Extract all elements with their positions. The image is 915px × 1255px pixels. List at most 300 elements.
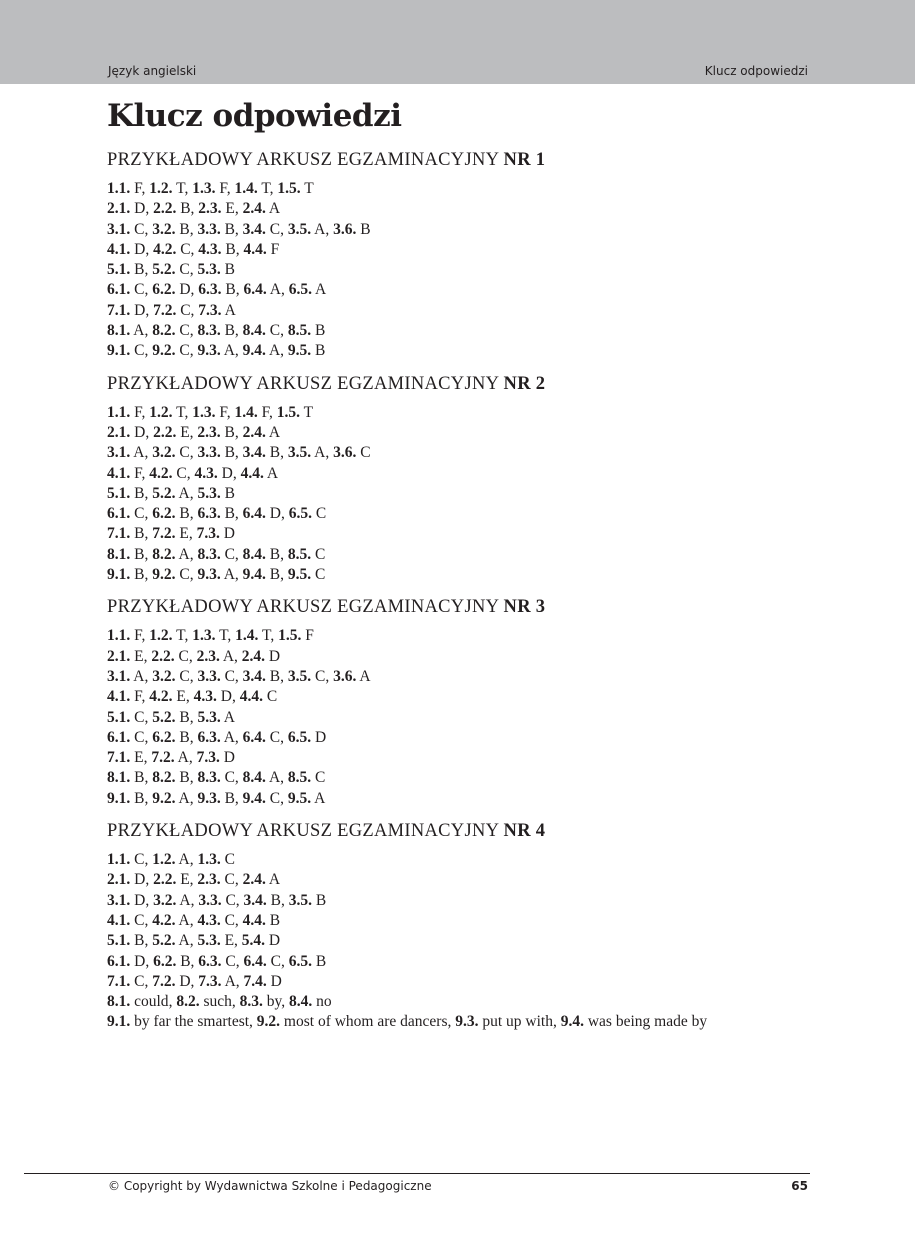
answer-value: C: [134, 342, 145, 360]
answer-value: C: [179, 342, 190, 360]
answer-value: B: [134, 932, 145, 950]
item-number: 7.2.: [152, 972, 176, 990]
item-number: 2.4.: [242, 871, 266, 889]
answer-line: 8.1. B, 8.2. B, 8.3. C, 8.4. A, 8.5. C: [107, 769, 326, 787]
answer-value: D: [223, 749, 235, 767]
section-heading-label: PRZYKŁADOWY ARKUSZ EGZAMINACYJNY: [107, 597, 499, 618]
answer-value: A: [179, 891, 191, 909]
answer-value: B: [224, 261, 235, 279]
item-number: 1.5.: [276, 403, 300, 421]
answer-value: C: [315, 545, 326, 563]
answer-value: B: [134, 525, 145, 543]
answer-value: B: [180, 200, 191, 218]
answer-value: C: [179, 322, 190, 340]
section-heading-label: PRZYKŁADOWY ARKUSZ EGZAMINACYJNY: [107, 821, 499, 842]
answer-value: T: [262, 627, 271, 645]
section-number: NR 2: [503, 373, 546, 394]
page-title: Klucz odpowiedzi: [107, 98, 402, 134]
answer-value: C: [134, 851, 145, 869]
item-number: 8.2.: [152, 545, 176, 563]
answer-line: 1.1. C, 1.2. A, 1.3. C: [107, 851, 235, 869]
answer-value: B: [225, 281, 236, 299]
item-number: 7.1.: [107, 972, 131, 990]
answer-value: B: [180, 952, 191, 970]
item-number: 1.1.: [107, 627, 131, 645]
answer-value: T: [219, 627, 228, 645]
page-number: 65: [791, 1179, 808, 1193]
item-number: 4.4.: [243, 240, 267, 258]
answer-value: C: [269, 789, 281, 807]
answer-value: A: [178, 932, 190, 950]
answer-value: B: [269, 444, 281, 462]
answer-line: 7.1. D, 7.2. C, 7.3. A: [107, 301, 236, 319]
item-number: 3.4.: [242, 220, 266, 238]
item-number: 8.5.: [287, 322, 312, 340]
answer-value: A: [133, 444, 145, 462]
answer-value: C: [179, 444, 190, 462]
answer-value: by: [266, 993, 282, 1011]
answer-value: D: [269, 505, 281, 523]
answer-value: A: [223, 728, 235, 746]
answer-value: A: [178, 545, 190, 563]
answer-value: D: [134, 423, 146, 441]
section-heading-label: PRZYKŁADOWY ARKUSZ EGZAMINACYJNY: [107, 373, 499, 394]
answer-value: B: [224, 423, 235, 441]
item-number: 3.5.: [287, 667, 312, 685]
answer-value: B: [315, 891, 327, 909]
answer-line: 4.1. F, 4.2. C, 4.3. D, 4.4. A: [107, 464, 279, 482]
item-number: 4.4.: [239, 688, 263, 706]
item-number: 8.3.: [197, 322, 221, 340]
answer-value: C: [134, 708, 145, 726]
header-section-title: Klucz odpowiedzi: [704, 64, 808, 78]
answer-value: C: [224, 769, 235, 787]
answer-value: B: [269, 545, 281, 563]
answer-value: C: [179, 261, 190, 279]
item-number: 9.4.: [242, 566, 266, 584]
item-number: 3.4.: [242, 444, 266, 462]
section-number: NR 4: [503, 821, 546, 842]
answer-line: 4.1. F, 4.2. E, 4.3. D, 4.4. C: [107, 688, 278, 706]
item-number: 2.3.: [197, 871, 221, 889]
answer-value: E: [180, 871, 190, 889]
answer-value: C: [315, 505, 327, 523]
answer-value: C: [134, 505, 145, 523]
item-number: 6.4.: [242, 728, 266, 746]
answer-value: B: [134, 789, 145, 807]
answer-value: E: [179, 525, 189, 543]
item-number: 8.1.: [107, 993, 131, 1011]
item-number: 4.1.: [107, 911, 131, 929]
item-number: 1.2.: [152, 851, 176, 869]
section-number: NR 3: [503, 597, 546, 618]
answer-value: A: [269, 281, 281, 299]
item-number: 3.5.: [287, 220, 312, 238]
item-number: 2.2.: [153, 871, 177, 889]
item-number: 1.2.: [149, 403, 173, 421]
answer-value: B: [179, 220, 190, 238]
answer-value: C: [224, 871, 235, 889]
answer-value: T: [176, 180, 185, 197]
answer-value: C: [360, 444, 371, 462]
answer-value: A: [133, 667, 145, 685]
answer-value: F: [134, 627, 142, 645]
answer-value: T: [261, 180, 270, 197]
item-number: 6.3.: [197, 728, 221, 746]
answer-value: B: [179, 769, 190, 787]
answer-section: [107, 374, 867, 586]
answer-value: B: [179, 708, 190, 726]
answer-line: 2.1. D, 2.2. E, 2.3. C, 2.4. A: [107, 871, 281, 889]
item-number: 2.1.: [107, 871, 131, 889]
answer-value: C: [224, 911, 235, 929]
answer-line: 1.1. F, 1.2. T, 1.3. F, 1.4. F, 1.5. T: [107, 403, 314, 421]
answer-line: 2.1. D, 2.2. B, 2.3. E, 2.4. A: [107, 200, 281, 218]
item-number: 4.3.: [198, 240, 222, 258]
answer-value: A: [314, 444, 326, 462]
item-number: 1.5.: [277, 180, 301, 197]
item-number: 2.2.: [153, 423, 177, 441]
answer-line: 7.1. B, 7.2. E, 7.3. D: [107, 525, 235, 543]
item-number: 8.4.: [242, 545, 266, 563]
answer-value: E: [134, 749, 144, 767]
answer-value: D: [134, 301, 146, 319]
answer-line: 9.1. B, 9.2. A, 9.3. B, 9.4. C, 9.5. A: [107, 789, 326, 807]
answer-value: B: [179, 728, 190, 746]
item-number: 4.4.: [240, 464, 264, 482]
item-number: 6.3.: [198, 281, 222, 299]
section-number: NR 1: [503, 150, 546, 170]
item-number: 4.4.: [242, 911, 266, 929]
answer-value: D: [134, 891, 146, 909]
answer-value: C: [180, 240, 191, 258]
answer-value: C: [315, 769, 326, 787]
item-number: 6.2.: [152, 728, 176, 746]
answer-line: 7.1. C, 7.2. D, 7.3. A, 7.4. D: [107, 972, 282, 990]
item-number: 2.4.: [241, 647, 266, 665]
item-number: 2.2.: [153, 200, 177, 218]
answer-value: B: [224, 789, 235, 807]
answer-value: C: [134, 728, 145, 746]
section-heading: [107, 374, 867, 395]
answer-value: T: [304, 180, 314, 197]
answer-value: B: [134, 769, 145, 787]
item-number: 9.4.: [242, 789, 266, 807]
item-number: 6.5.: [288, 952, 312, 970]
item-number: 5.2.: [152, 932, 176, 950]
answer-section: [107, 597, 867, 809]
answer-value: A: [314, 789, 326, 807]
item-number: 6.1.: [107, 952, 131, 970]
item-number: 5.4.: [241, 932, 266, 950]
answer-value: B: [224, 505, 235, 523]
item-number: 2.4.: [242, 200, 266, 218]
answer-line: 1.1. F, 1.2. T, 1.3. T, 1.4. T, 1.5. F: [107, 627, 314, 645]
answer-value: D: [134, 200, 146, 218]
item-number: 8.4.: [288, 993, 313, 1011]
answer-line: 3.1. D, 3.2. A, 3.3. C, 3.4. B, 3.5. B: [107, 891, 327, 909]
answer-value: most of whom are dancers: [283, 1013, 448, 1031]
answer-value: B: [134, 484, 145, 502]
item-number: 6.2.: [153, 952, 177, 970]
item-number: 5.2.: [152, 708, 176, 726]
answer-value: A: [178, 484, 190, 502]
answer-value: A: [314, 220, 326, 238]
item-number: 1.1.: [107, 180, 131, 197]
item-number: 1.3.: [192, 627, 216, 645]
answer-value: D: [268, 932, 281, 950]
answer-value: C: [270, 952, 281, 970]
answer-line: 3.1. C, 3.2. B, 3.3. B, 3.4. C, 3.5. A, 3.6. B: [107, 220, 371, 238]
item-number: 8.3.: [197, 769, 221, 787]
answer-value: such: [203, 993, 232, 1011]
answer-value: no: [316, 993, 332, 1011]
item-number: 4.2.: [149, 688, 173, 706]
item-number: 8.2.: [176, 993, 200, 1011]
answer-value: E: [176, 688, 186, 706]
answer-value: B: [224, 322, 235, 340]
item-number: 3.6.: [333, 667, 357, 685]
item-number: 8.1.: [107, 545, 131, 563]
item-number: 7.2.: [153, 301, 177, 319]
answer-value: T: [176, 403, 185, 421]
item-number: 4.1.: [107, 688, 131, 706]
section-heading: [107, 597, 867, 618]
answer-value: B: [134, 545, 145, 563]
answer-line: 2.1. E, 2.2. C, 2.3. A, 2.4. D: [107, 647, 281, 665]
answer-value: D: [270, 972, 282, 990]
answer-value: B: [360, 220, 371, 238]
answer-value: B: [224, 444, 235, 462]
answer-value: B: [269, 566, 281, 584]
answer-value: F: [134, 180, 142, 197]
item-number: 6.2.: [152, 505, 176, 523]
item-number: 6.3.: [198, 952, 222, 970]
answer-value: F: [270, 240, 280, 258]
item-number: 4.1.: [107, 464, 131, 482]
answer-line: 2.1. D, 2.2. E, 2.3. B, 2.4. A: [107, 423, 281, 441]
answer-line: 5.1. B, 5.2. A, 5.3. E, 5.4. D: [107, 932, 281, 950]
answer-value: A: [268, 769, 281, 787]
item-number: 3.3.: [197, 444, 221, 462]
item-number: 5.3.: [197, 932, 221, 950]
item-number: 7.3.: [198, 301, 222, 319]
answer-key-content: [107, 150, 867, 1045]
footer-divider: [24, 1173, 810, 1174]
item-number: 7.3.: [196, 749, 220, 767]
answer-value: D: [179, 972, 191, 990]
answer-value: B: [134, 566, 145, 584]
item-number: 6.4.: [243, 281, 267, 299]
answer-value: A: [268, 200, 281, 218]
item-number: 9.5.: [287, 789, 312, 807]
answer-line: 6.1. C, 6.2. B, 6.3. B, 6.4. D, 6.5. C: [107, 505, 327, 523]
section-heading-label: PRZYKŁADOWY ARKUSZ EGZAMINACYJNY: [107, 150, 499, 170]
answer-value: D: [315, 728, 327, 746]
section-heading: [107, 821, 867, 842]
item-number: 3.2.: [153, 891, 177, 909]
item-number: 1.4.: [234, 403, 258, 421]
item-number: 5.3.: [197, 484, 221, 502]
answer-value: A: [178, 789, 190, 807]
item-number: 7.3.: [196, 525, 220, 543]
item-number: 5.1.: [107, 484, 131, 502]
item-number: 2.3.: [196, 647, 220, 665]
answer-value: E: [180, 423, 190, 441]
item-number: 2.3.: [197, 423, 221, 441]
item-number: 9.2.: [152, 789, 176, 807]
item-number: 6.4.: [242, 505, 266, 523]
item-number: 8.4.: [242, 769, 266, 787]
answer-line: 3.1. A, 3.2. C, 3.3. C, 3.4. B, 3.5. C, 3.6. A: [107, 667, 371, 685]
item-number: 5.3.: [197, 708, 221, 726]
answer-value: F: [134, 403, 142, 421]
item-number: 9.1.: [107, 789, 131, 807]
item-number: 8.2.: [152, 769, 176, 787]
item-number: 8.1.: [107, 769, 131, 787]
item-number: 2.4.: [242, 423, 266, 441]
answer-line: 6.1. D, 6.2. B, 6.3. C, 6.4. C, 6.5. B: [107, 952, 327, 970]
item-number: 4.3.: [193, 688, 217, 706]
answer-value: B: [179, 505, 190, 523]
item-number: 3.5.: [287, 444, 312, 462]
item-number: 9.1.: [107, 1013, 131, 1031]
footer-copyright: © Copyright by Wydawnictwa Szkolne i Pedagogiczne: [108, 1179, 432, 1193]
item-number: 8.5.: [287, 545, 312, 563]
answer-value: A: [224, 972, 236, 990]
item-number: 1.2.: [149, 627, 173, 645]
answer-value: B: [224, 220, 235, 238]
answer-value: C: [266, 688, 278, 706]
item-number: 3.1.: [107, 220, 131, 238]
answer-value: A: [178, 851, 190, 869]
item-number: 3.6.: [333, 220, 357, 238]
answer-value: D: [221, 464, 233, 482]
answer-value: C: [176, 464, 187, 482]
item-number: 8.5.: [287, 769, 312, 787]
item-number: 7.2.: [152, 525, 176, 543]
answer-value: C: [315, 667, 326, 685]
answer-value: C: [178, 647, 189, 665]
item-number: 7.2.: [151, 749, 175, 767]
item-number: 9.5.: [287, 566, 312, 584]
item-number: 2.1.: [107, 423, 131, 441]
item-number: 7.1.: [107, 301, 131, 319]
answer-section: [107, 150, 867, 362]
item-number: 4.3.: [197, 911, 221, 929]
item-number: 3.4.: [243, 891, 267, 909]
answer-value: C: [134, 972, 145, 990]
item-number: 3.1.: [107, 444, 131, 462]
item-number: 6.1.: [107, 281, 131, 299]
answer-value: A: [223, 708, 235, 726]
answer-line: 6.1. C, 6.2. B, 6.3. A, 6.4. C, 6.5. D: [107, 728, 327, 746]
item-number: 2.3.: [198, 200, 222, 218]
item-number: 8.2.: [152, 322, 176, 340]
answer-line: 4.1. C, 4.2. A, 4.3. C, 4.4. B: [107, 911, 281, 929]
answer-value: C: [180, 301, 191, 319]
item-number: 9.1.: [107, 342, 131, 360]
item-number: 4.2.: [152, 911, 176, 929]
answer-value: B: [315, 952, 327, 970]
item-number: 1.4.: [234, 180, 258, 197]
answer-value: C: [225, 952, 236, 970]
item-number: 3.4.: [242, 667, 266, 685]
item-number: 7.4.: [243, 972, 267, 990]
item-number: 5.1.: [107, 708, 131, 726]
answer-value: A: [268, 423, 281, 441]
answer-line: 8.1. B, 8.2. A, 8.3. C, 8.4. B, 8.5. C: [107, 545, 326, 563]
item-number: 3.3.: [197, 667, 221, 685]
answer-value: D: [268, 647, 281, 665]
answer-value: A: [133, 322, 145, 340]
answer-value: by far the smartest: [134, 1013, 250, 1031]
answer-value: E: [134, 647, 144, 665]
answer-line: 6.1. C, 6.2. D, 6.3. B, 6.4. A, 6.5. A: [107, 281, 327, 299]
item-number: 2.1.: [107, 200, 131, 218]
answer-value: C: [269, 322, 281, 340]
answer-value: F: [219, 180, 227, 197]
answer-value: C: [224, 851, 235, 869]
item-number: 7.1.: [107, 525, 131, 543]
answer-value: A: [359, 667, 371, 685]
item-number: 2.1.: [107, 647, 131, 665]
answer-value: C: [134, 911, 145, 929]
answer-value: put up with: [482, 1013, 553, 1031]
item-number: 8.4.: [242, 322, 266, 340]
item-number: 3.3.: [198, 891, 222, 909]
answer-line: 5.1. B, 5.2. C, 5.3. B: [107, 261, 235, 279]
answer-value: C: [134, 220, 145, 238]
item-number: 1.1.: [107, 851, 131, 869]
answer-value: D: [134, 871, 146, 889]
item-number: 9.2.: [256, 1013, 281, 1031]
item-number: 5.3.: [197, 261, 221, 279]
item-number: 9.1.: [107, 566, 131, 584]
item-number: 9.4.: [242, 342, 266, 360]
item-number: 4.2.: [153, 240, 177, 258]
answer-value: A: [177, 749, 189, 767]
item-number: 6.3.: [197, 505, 221, 523]
answer-value: C: [225, 891, 236, 909]
item-number: 9.3.: [197, 566, 221, 584]
item-number: 6.1.: [107, 728, 131, 746]
item-number: 3.5.: [288, 891, 312, 909]
item-number: 1.5.: [278, 627, 302, 645]
answer-value: C: [224, 667, 235, 685]
answer-value: A: [268, 871, 281, 889]
answer-line: 4.1. D, 4.2. C, 4.3. B, 4.4. F: [107, 240, 280, 258]
answer-line: 8.1. A, 8.2. C, 8.3. B, 8.4. C, 8.5. B: [107, 322, 326, 340]
answer-line: 9.1. by far the smartest, 9.2. most of whom are dancers, 9.3. put up with, 9.4. was being made by: [107, 1013, 708, 1031]
answer-line: 8.1. could, 8.2. such, 8.3. by, 8.4. no: [107, 993, 332, 1011]
answer-line: 9.1. B, 9.2. C, 9.3. A, 9.4. B, 9.5. C: [107, 566, 326, 584]
item-number: 9.4.: [560, 1013, 584, 1031]
answer-line: 3.1. A, 3.2. C, 3.3. B, 3.4. B, 3.5. A, 3.6. C: [107, 444, 371, 462]
answer-line: 9.1. C, 9.2. C, 9.3. A, 9.4. A, 9.5. B: [107, 342, 326, 360]
answer-value: could: [134, 993, 169, 1011]
answer-value: A: [222, 647, 235, 665]
answer-value: C: [269, 728, 281, 746]
header-subject: Język angielski: [108, 64, 197, 78]
answer-value: C: [269, 220, 281, 238]
answer-value: B: [270, 891, 281, 909]
item-number: 3.3.: [197, 220, 221, 238]
item-number: 8.3.: [239, 993, 263, 1011]
item-number: 3.1.: [107, 667, 131, 685]
answer-value: A: [178, 911, 190, 929]
item-number: 6.2.: [152, 281, 176, 299]
